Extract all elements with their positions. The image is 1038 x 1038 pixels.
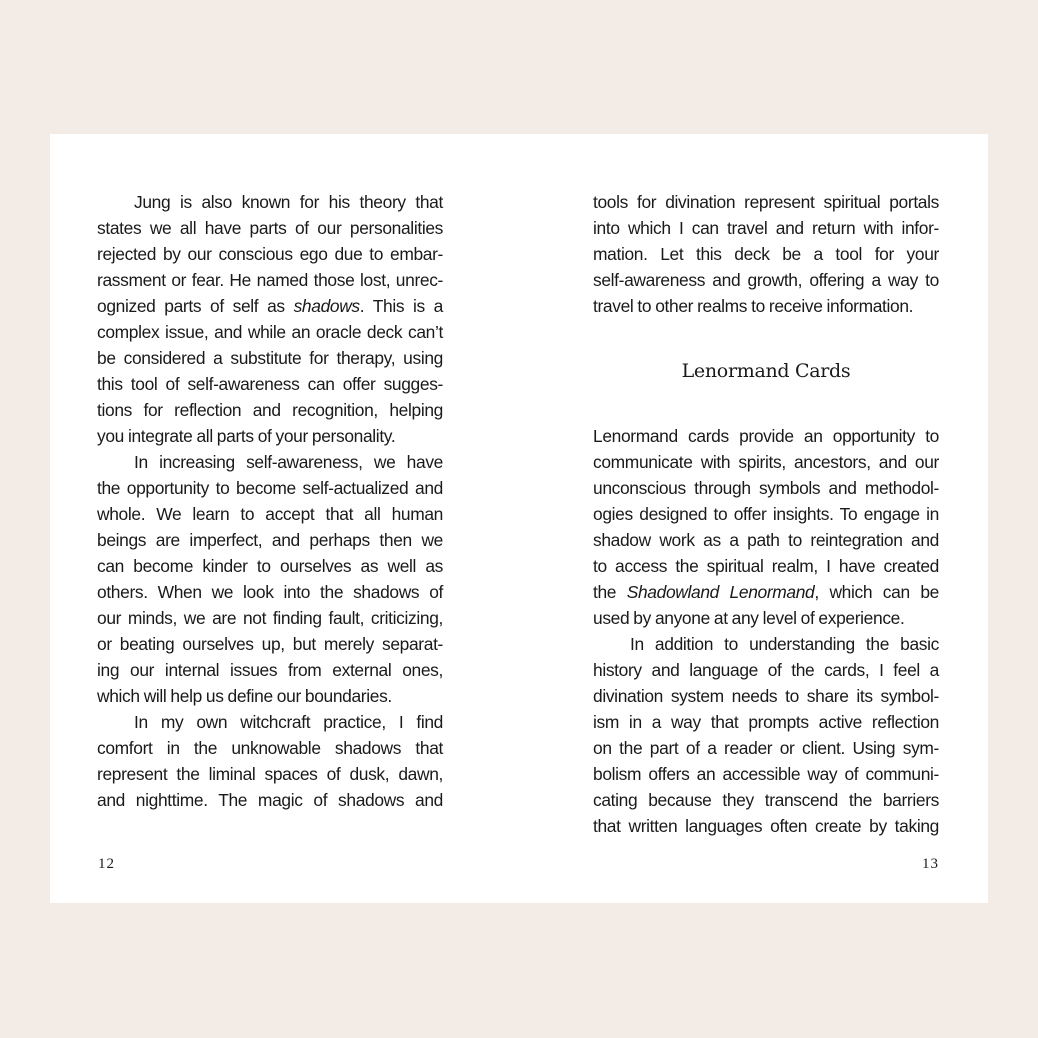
text-line: rassment or fear. He named those lost, unrec- [97, 270, 443, 290]
right-page-top-text [593, 189, 939, 319]
section-heading: Lenormand Cards [681, 360, 851, 382]
page-number-left: 12 [98, 856, 115, 872]
text-line: history and language of the cards, I feel a [593, 660, 939, 680]
page-number-right: 13 [922, 856, 939, 872]
text-line: that written languages often create by taking [593, 816, 939, 836]
text-line: ogies designed to offer insights. To engage in [593, 504, 939, 524]
text-line: ism in a way that prompts active reflection [593, 712, 939, 732]
text-line: communicate with spirits, ancestors, and our [593, 452, 939, 472]
text-line: this tool of self-awareness can offer sugges- [97, 374, 443, 394]
spacer [593, 319, 939, 345]
book-spread [50, 134, 988, 903]
text-line: In addition to understanding the basic [630, 634, 939, 654]
text-line: into which I can travel and return with infor- [593, 218, 939, 238]
text-line: self-awareness and growth, offering a way to [593, 270, 939, 290]
text-line: and nighttime. The magic of shadows and [97, 790, 443, 810]
text-line: comfort in the unknowable shadows that [97, 738, 443, 758]
text-line: In increasing self-awareness, we have [134, 452, 443, 472]
text-line: which will help us define our boundaries. [97, 686, 392, 706]
text-line: In my own witchcraft practice, I find [134, 712, 443, 732]
text-line: the opportunity to become self-actualized and [97, 478, 443, 498]
left-page-body [97, 189, 443, 813]
text-line: bolism offers an accessible way of communi- [593, 764, 939, 784]
text-line: or beating ourselves up, but merely separat- [97, 634, 443, 654]
text-line: Jung is also known for his theory that [134, 192, 443, 212]
text-line: represent the liminal spaces of dusk, dawn, [97, 764, 443, 784]
text-line: mation. Let this deck be a tool for your [593, 244, 939, 264]
italic-title: Shadowland Lenormand [626, 582, 815, 602]
text-line: unconscious through symbols and methodol- [593, 478, 939, 498]
text-line: Lenormand cards provide an opportunity to [593, 426, 939, 446]
text-line: ognized parts of self as shadows. This is a [97, 296, 444, 316]
italic-title: shadows [293, 296, 360, 316]
text-line: our minds, we are not finding fault, criticizing, [97, 608, 443, 628]
text-line: tools for divination represent spiritual portals [593, 192, 939, 212]
text-line: can become kinder to ourselves as well as [97, 556, 443, 576]
text-line: cating because they transcend the barriers [593, 790, 939, 810]
text-line: ing our internal issues from external ones, [97, 660, 443, 680]
text-line: be considered a substitute for therapy, using [97, 348, 443, 368]
right-page-body [593, 189, 939, 839]
text-line: you integrate all parts of your personality. [97, 426, 396, 446]
right-page-bottom-text [593, 423, 939, 839]
text-line: divination system needs to share its symbol- [593, 686, 939, 706]
text-line: beings are imperfect, and perhaps then we [97, 530, 443, 550]
text-line: to access the spiritual realm, I have created [593, 556, 939, 576]
text-line: rejected by our conscious ego due to embar- [97, 244, 443, 264]
text-line: the Shadowland Lenormand, which can be [593, 582, 939, 602]
text-line: complex issue, and while an oracle deck can’t [97, 322, 443, 342]
text-line: shadow work as a path to reintegration and [593, 530, 939, 550]
text-line: others. When we look into the shadows of [97, 582, 443, 602]
text-line: used by anyone at any level of experience. [593, 608, 905, 628]
spacer [593, 397, 939, 423]
text-line: travel to other realms to receive information. [593, 296, 914, 316]
text-line: on the part of a reader or client. Using sym- [593, 738, 939, 758]
text-line: states we all have parts of our personalities [97, 218, 443, 238]
text-line: whole. We learn to accept that all human [97, 504, 443, 524]
text-line: tions for reflection and recognition, helping [97, 400, 443, 420]
